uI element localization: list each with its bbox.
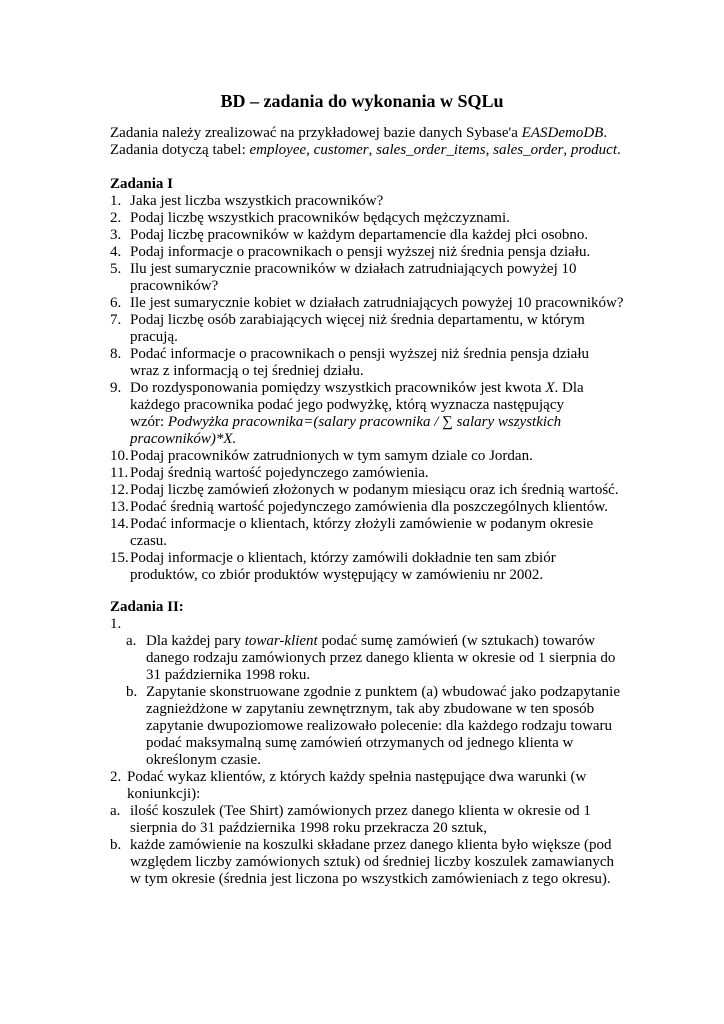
item-number: 1.	[110, 193, 122, 209]
sub-item-letter: b.	[110, 837, 122, 853]
item-number: 13.	[110, 499, 129, 515]
intro-text: Zadania należy zrealizować na przykładowej bazie danych Sybase'a	[110, 125, 522, 141]
list-item	[110, 499, 650, 516]
intro-end: .	[603, 125, 608, 141]
list-item	[110, 193, 650, 210]
sub-item-letter: a.	[126, 633, 137, 649]
separator: ,	[485, 142, 494, 158]
intro-line-2	[110, 142, 670, 159]
intro-db-name: EASDemoDB	[521, 125, 604, 141]
sub-item-text: ilość koszulek (Tee Shirt) zamówionych przez danego klienta w okresie od 1 sierpnia do 31 października 1998 roku przekracza 20 sztuk,	[130, 803, 591, 836]
item-text: Podaj średnią wartość pojedynczego zamówienia.	[130, 465, 429, 481]
list-item	[110, 312, 650, 346]
table-name: employee	[249, 142, 307, 158]
item-text: Podać wykaz klientów, z których każdy spełnia następujące dwa warunki (w koniunkcji):	[127, 769, 587, 802]
sub-item-text: podać sumę zamówień (w sztukach) towarów danego rodzaju zamówionych przez danego klienta w okresie od 1 sierpnia do 31 października 1998 roku.	[146, 633, 616, 683]
item-text: Podać informacje o klientach, którzy złożyli zamówienie w podanym okresie czasu.	[130, 516, 594, 549]
item-number: 4.	[110, 244, 122, 260]
list-item	[110, 769, 650, 888]
section-1-heading: Zadania I	[110, 176, 173, 192]
item-text: Podaj liczbę wszystkich pracowników będących mężczyznami.	[130, 210, 510, 226]
item-number: 11.	[110, 465, 129, 481]
table-name: sales_order_items	[376, 142, 486, 158]
item-number: 2.	[110, 769, 122, 785]
item-text: Ilu jest sumarycznie pracowników w działach zatrudniających powyżej 10 pracowników?	[130, 261, 577, 294]
list-item	[110, 516, 650, 550]
list-item	[110, 616, 650, 769]
list-item	[110, 295, 650, 312]
item-text: Ile jest sumarycznie kobiet w działach zatrudniających powyżej 10 pracowników?	[130, 295, 624, 311]
item-text: Podaj pracowników zatrudnionych w tym samym dziale co Jordan.	[130, 448, 533, 464]
item-text: Podaj liczbę zamówień złożonych w podanym miesiącu oraz ich średnią wartość.	[130, 482, 619, 498]
intro-line-1	[110, 125, 670, 142]
item-number: 9.	[110, 380, 122, 396]
sub-list	[110, 803, 650, 888]
formula: Podwyżka pracownika=(salary pracownika / ∑ salary wszystkich pracowników)*X.	[130, 414, 562, 447]
item-text: Do rozdysponowania pomiędzy wszystkich pracowników jest kwota	[130, 380, 546, 396]
list-item	[110, 380, 650, 448]
item-number: 7.	[110, 312, 122, 328]
list-item	[110, 482, 650, 499]
list-item	[110, 448, 650, 465]
item-number: 2.	[110, 210, 122, 226]
separator: ,	[306, 142, 314, 158]
item-number: 1.	[110, 616, 122, 632]
sub-item	[110, 803, 650, 837]
page-title: BD – zadania do wykonania w SQLu	[220, 91, 504, 111]
table-name: product	[570, 142, 617, 158]
table-name: customer	[313, 142, 369, 158]
item-number: 12.	[110, 482, 129, 498]
intro-tables-label: Zadania dotyczą tabel:	[110, 142, 250, 158]
intro-end: .	[617, 142, 621, 158]
section-2-list	[110, 616, 650, 888]
sub-item	[110, 837, 650, 888]
item-text: Podać średnią wartość pojedynczego zamówienia dla poszczególnych klientów.	[130, 499, 609, 515]
list-item	[110, 550, 650, 584]
section-1-list	[110, 193, 650, 584]
item-text: . Dla każdego pracownika podać jego podwyżkę, którą wyznacza następujący wzór:	[130, 380, 584, 430]
item-number: 3.	[110, 227, 122, 243]
separator: ,	[563, 142, 571, 158]
sub-item-letter: b.	[126, 684, 138, 700]
sub-item-text: Dla każdej pary	[146, 633, 245, 649]
sub-list	[126, 633, 650, 769]
item-text: Podaj informacje o pracownikach o pensji wyższej niż średnia pensja działu.	[130, 244, 591, 260]
list-item	[110, 261, 650, 295]
list-item	[110, 210, 650, 227]
sub-item-letter: a.	[110, 803, 121, 819]
item-number: 15.	[110, 550, 129, 566]
sub-item	[126, 684, 650, 769]
sub-item-text: każde zamówienie na koszulki składane przez danego klienta było większe (pod względem liczby zamówionych sztuk) od średniej liczby koszulek zamawianych w tym okresie (średnia jest liczona po wszystkich zamówieniach z tego okresu).	[130, 837, 614, 887]
item-text: Podaj informacje o klientach, którzy zamówili dokładnie ten sam zbiór produktów, co zbiór produktów występujący w zamówieniu nr 2002.	[130, 550, 556, 583]
sub-item-text: Zapytanie skonstruowane zgodnie z punktem (a) wbudować jako podzapytanie zagnieżdżone w zapytaniu zewnętrznym, tak aby zbudowane w ten sposób zapytanie dwupoziomowe realizowało polecenie: dla każdego rodzaju towaru podać maksymalną sumę zamówień otrzymanych od jednego klienta w określonym czasie.	[146, 684, 621, 768]
list-item	[110, 227, 650, 244]
intro-paragraph	[110, 125, 670, 159]
table-name: sales_order	[493, 142, 564, 158]
list-item	[110, 465, 650, 482]
item-text: Podaj liczbę pracowników w każdym departamencie dla każdej płci osobno.	[130, 227, 589, 243]
list-item	[110, 244, 650, 261]
separator: ,	[368, 142, 377, 158]
item-number: 10.	[110, 448, 129, 464]
item-text: Podać informacje o pracownikach o pensji wyższej niż średnia pensja działu wraz z informacją o tej średniej działu.	[130, 346, 590, 379]
section-2-heading: Zadania II:	[110, 599, 184, 615]
item-variable: X	[545, 380, 555, 396]
item-number: 6.	[110, 295, 122, 311]
list-item	[110, 346, 650, 380]
item-number: 14.	[110, 516, 129, 532]
sub-item	[126, 633, 650, 684]
item-text: Jaka jest liczba wszystkich pracowników?	[130, 193, 384, 209]
item-number: 8.	[110, 346, 122, 362]
item-number: 5.	[110, 261, 122, 277]
item-text: Podaj liczbę osób zarabiających więcej niż średnia departamentu, w którym pracują.	[130, 312, 585, 345]
sub-item-emphasis: towar-klient	[244, 633, 318, 649]
